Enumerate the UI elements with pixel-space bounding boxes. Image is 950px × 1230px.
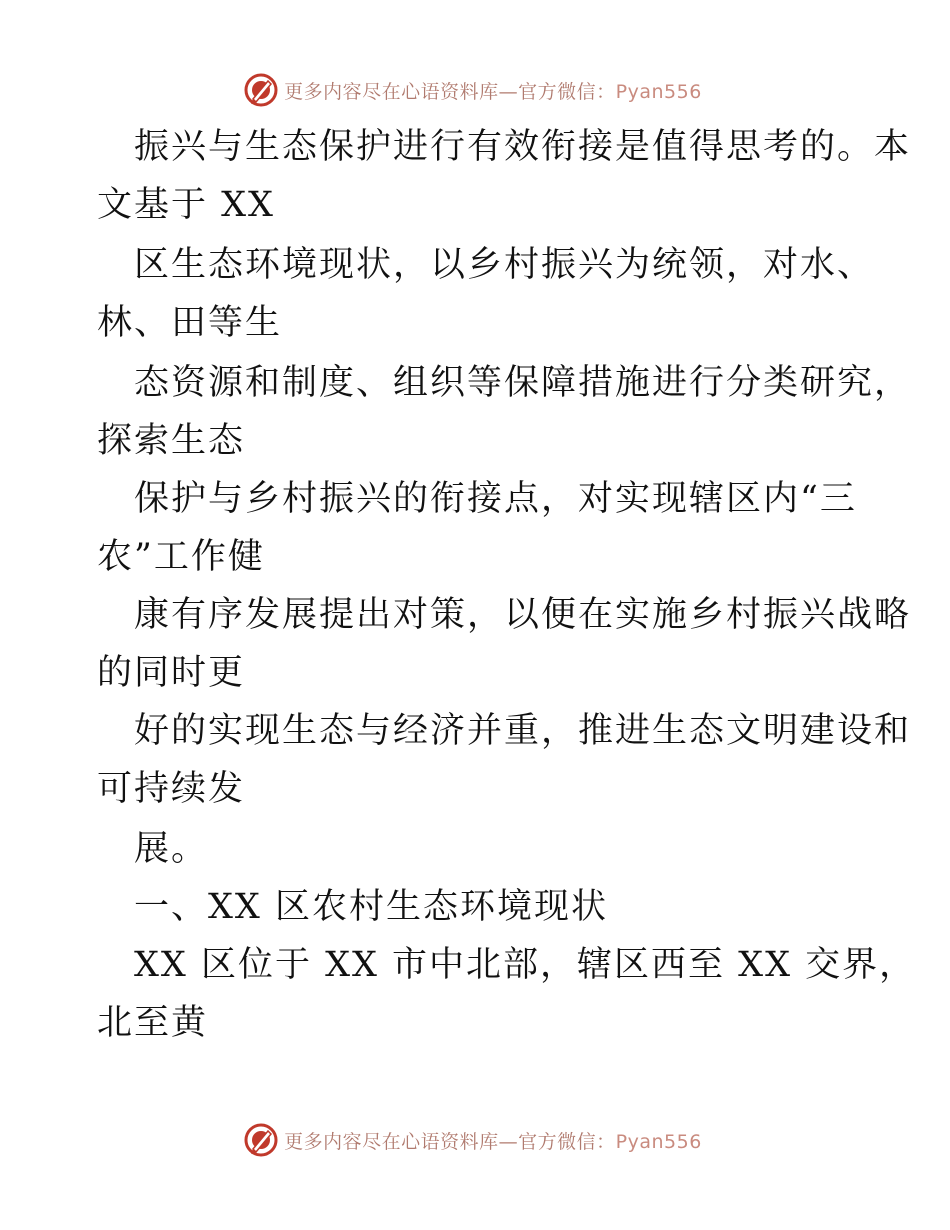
text-line: 探索生态: [97, 421, 246, 461]
text-line: 振兴与生态保护进行有效衔接是值得思考的。本: [134, 127, 912, 167]
text-line: 农”工作健: [97, 537, 265, 577]
text-line: 文基于 XX: [97, 185, 275, 225]
text-line: 可持续发: [97, 769, 246, 809]
text-line: 康有序发展提出对策，以便在实施乡村振兴战略: [134, 595, 912, 635]
footer-banner: [0, 1120, 950, 1160]
text-line: 的同时更: [97, 653, 246, 693]
header-banner: [0, 70, 950, 110]
text-line: XX 区位于 XX 市中北部，辖区西至 XX 交界，: [134, 945, 917, 985]
wechat-id: Pyan556: [615, 1130, 702, 1153]
text-line: 北至黄: [97, 1003, 209, 1043]
text-line: 好的实现生态与经济并重，推进生态文明建设和: [134, 711, 912, 751]
text-line: 态资源和制度、组织等保障措施进行分类研究，: [134, 363, 912, 403]
text-line: 林、田等生: [97, 303, 283, 343]
wechat-id: Pyan556: [615, 80, 702, 103]
section-heading: 一、XX 区农村生态环境现状: [134, 887, 608, 927]
pen-logo-icon: [244, 1123, 278, 1157]
text-line: 区生态环境现状，以乡村振兴为统领，对水、: [134, 245, 875, 285]
text-line: 保护与乡村振兴的衔接点，对实现辖区内“三: [134, 479, 857, 519]
banner-text: 更多内容尽在心语资料库—官方微信：Pyan556: [284, 80, 702, 103]
text-line: 展。: [134, 829, 209, 869]
banner-text: 更多内容尽在心语资料库—官方微信：Pyan556: [284, 1130, 702, 1153]
pen-logo-icon: [244, 73, 278, 107]
